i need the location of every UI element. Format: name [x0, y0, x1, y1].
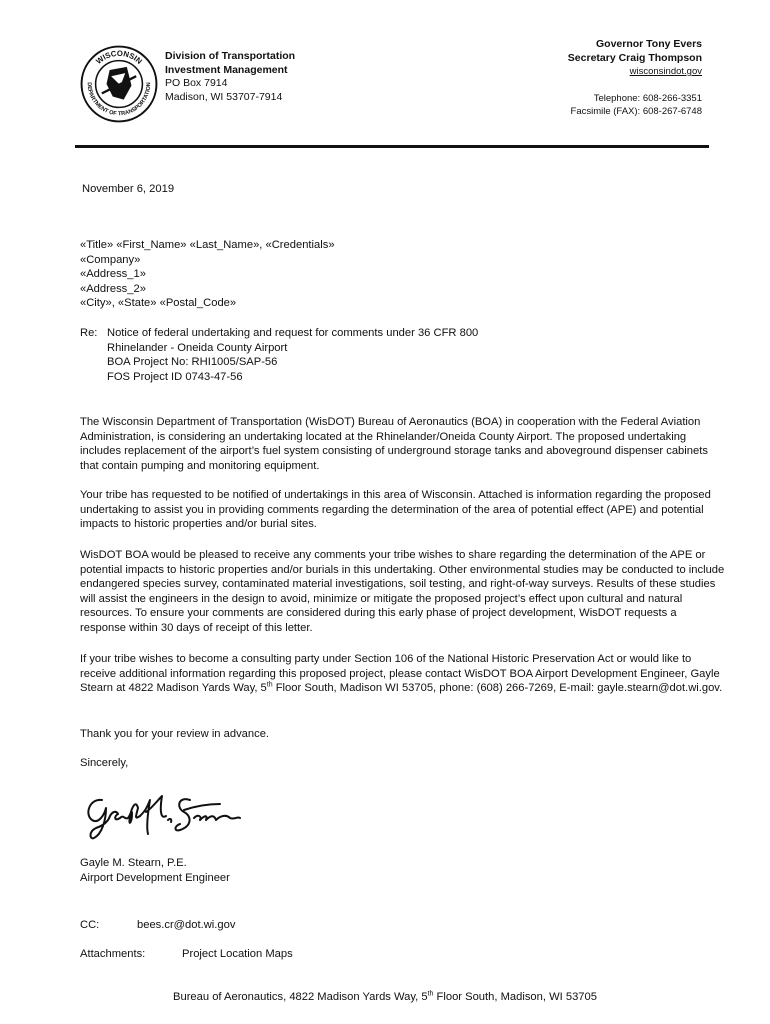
subject-line: Notice of federal undertaking and request for comments under 36 CFR 800: [107, 327, 479, 339]
recipient-address: [80, 238, 725, 311]
city-line: Madison, WI 53707-7914: [165, 90, 283, 103]
recipient-line: «Title» «First_Name» «Last_Name», «Credentials»: [80, 239, 335, 251]
floor-ordinal: th: [266, 681, 273, 689]
svg-text:DEPARTMENT OF TRANSPORTATION: DEPARTMENT OF TRANSPORTATION: [85, 82, 153, 118]
contact-text-b: Floor South, Madison WI 53705, phone: (608) 266-7269, E-mail: gayle.stearn@dot.wi.gov.: [272, 682, 723, 695]
cc-value: bees.cr@dot.wi.gov: [137, 919, 236, 931]
attachments-label: Attachments:: [80, 948, 146, 960]
po-box: PO Box 7914: [165, 77, 228, 89]
footer-text-a: Bureau of Aeronautics, 4822 Madison Yards Way, 5: [173, 991, 428, 1003]
subdivision-name: Investment Management: [165, 63, 288, 76]
footer-ordinal: th: [427, 990, 434, 998]
paragraph-contact: [80, 652, 725, 696]
department-address: [165, 50, 295, 104]
signer-block: [80, 856, 725, 885]
svg-text:WISCONSIN: WISCONSIN: [94, 48, 144, 66]
paragraph-undertaking: The Wisconsin Department of Transportation (WisDOT) Bureau of Aeronautics (BOA) in cooperation with the Federal Aviation Administration, is considering an undertaking located at the Rhinelander/Oneida County Airport. The proposed undertaking includes replacement of the airport’s fuel system consisting of underground storage tanks and aboveground dispenser cabinets that contain pumping and monitoring equipment.: [80, 416, 708, 472]
letter-date: November 6, 2019: [82, 183, 175, 195]
subject-line: BOA Project No: RHI1005/SAP-56: [107, 356, 278, 369]
footer-address: [0, 991, 770, 1003]
footer-text-b: Floor South, Madison, WI 53705: [433, 991, 597, 1003]
wisdot-seal: [80, 45, 158, 123]
officials-contact: [568, 38, 702, 119]
recipient-line: «Address_1»: [80, 268, 146, 281]
signer-name: Gayle M. Stearn, P.E.: [80, 857, 187, 869]
cc-line: [80, 918, 725, 933]
sincerely-line: Sincerely,: [80, 757, 129, 769]
paragraph-comments: WisDOT BOA would be pleased to receive any comments your tribe wishes to share regarding the determination of the APE or potential impacts to historic properties and/or burials in this undertaking. Other environmental studies may be conducted to include endangered species survey, contaminated material investigations, soil testing, and right-of-way surveys. Results of these studies will assist the engineers in the design to avoid, minimize or mitigate the proposed project’s effect upon cultural and natural resources. To ensure your comments are considered during this early phase of project development, WisDOT requests a response within 30 days of receipt of this letter.: [80, 549, 725, 634]
fax: Facsimile (FAX): 608-267-6748: [570, 106, 702, 117]
recipient-line: «Address_2»: [80, 282, 146, 295]
cc-label: CC:: [80, 919, 100, 931]
subject-label: Re:: [80, 327, 98, 339]
subject-block: [80, 326, 725, 384]
handwritten-signature: [80, 786, 245, 854]
governor-name: Governor Tony Evers: [595, 38, 702, 50]
signer-title: Airport Development Engineer: [80, 871, 230, 884]
website-link[interactable]: wisconsindot.gov: [629, 66, 702, 77]
telephone: Telephone: 608-266-3351: [593, 92, 702, 104]
subject-line: Rhinelander - Oneida County Airport: [107, 341, 288, 354]
paragraph-notification: Your tribe has requested to be notified of undertakings in this area of Wisconsin. Attached is information regarding the proposed undertaking to assist you in providing comments regarding the determination of the area of potential effect (APE) and potential impacts to historic properties and/or burial sites.: [80, 489, 711, 531]
secretary-name: Secretary Craig Thompson: [567, 51, 702, 64]
recipient-line: «City», «State» «Postal_Code»: [80, 297, 237, 310]
header-divider: [75, 145, 709, 148]
contact-text-a: If your tribe wishes to become a consulting party under Section 106 of the National Historic Preservation Act or would like to receive additional information regarding this proposed project, please contact WisDOT BOA Airport Development Engineer, Gayle Stearn at 4822 Madison Yards Way, 5: [80, 653, 720, 695]
recipient-line: «Company»: [80, 253, 141, 266]
thanks-line: Thank you for your review in advance.: [80, 728, 270, 740]
division-name: Division of Transportation: [165, 50, 296, 62]
attachments-line: [80, 947, 725, 962]
attachments-value: Project Location Maps: [182, 948, 293, 960]
subject-line: FOS Project ID 0743-47-56: [107, 370, 243, 383]
